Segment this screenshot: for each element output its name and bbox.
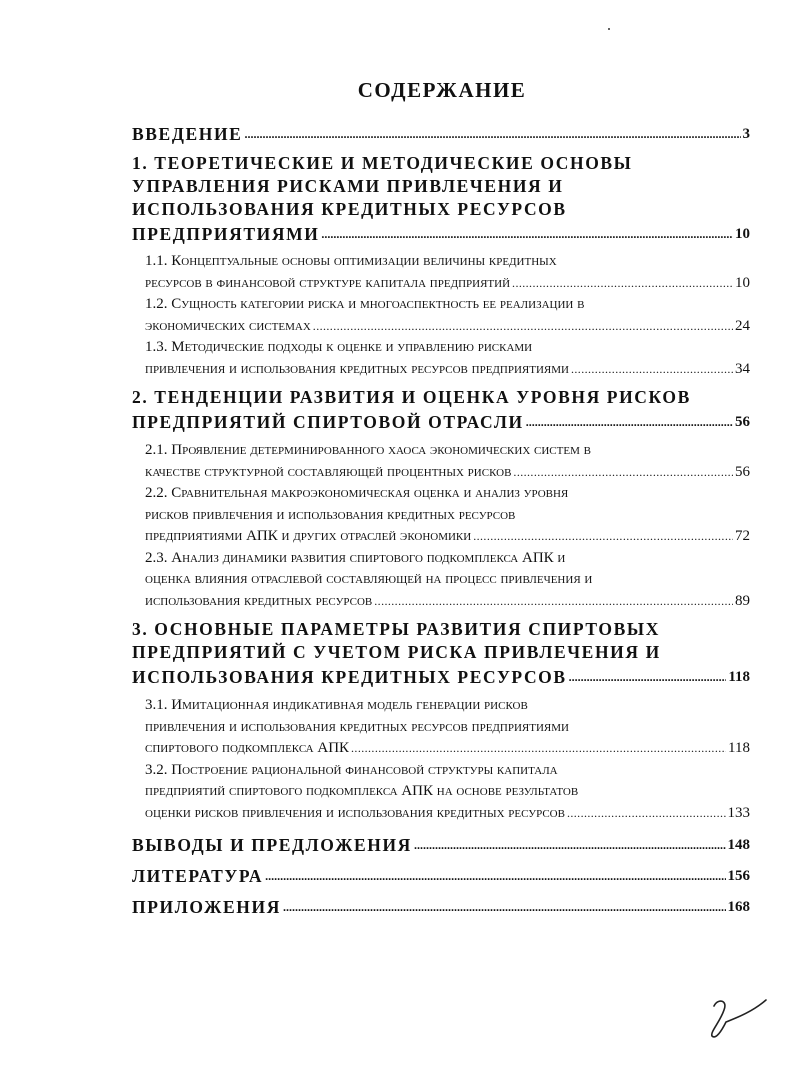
- page-number: 168: [727, 899, 750, 915]
- page-number: 156: [727, 868, 750, 884]
- toc-entry-chapter-3[interactable]: [132, 618, 750, 689]
- entry-title-last-line: спиртового подкомплекса АПК: [145, 740, 350, 756]
- page-title: СОДЕРЖАНИЕ: [357, 78, 527, 102]
- scan-speck: [608, 28, 610, 30]
- page-number: 118: [728, 740, 750, 756]
- page-number: 10: [735, 226, 750, 242]
- toc-entry-section-3-2[interactable]: [145, 760, 750, 825]
- entry-line: 2.2. Сравнительная макроэкономическая оценка и анализ уровня: [145, 485, 569, 501]
- entry-line: ИСПОЛЬЗОВАНИЯ КРЕДИТНЫХ РЕСУРСОВ: [132, 199, 567, 219]
- leader-dots: [526, 409, 733, 434]
- leader-dots: [321, 221, 733, 246]
- entry-line: 1. ТЕОРЕТИЧЕСКИЕ И МЕТОДИЧЕСКИЕ ОСНОВЫ: [132, 153, 633, 173]
- leader-dots: [283, 894, 726, 919]
- page-number: 56: [735, 463, 750, 480]
- toc-entry-section-3-1[interactable]: [145, 695, 750, 760]
- page-number: 89: [735, 592, 750, 609]
- page-number: 118: [728, 669, 750, 685]
- toc-entry-introduction[interactable]: [132, 121, 750, 146]
- table-of-contents: [132, 121, 750, 919]
- page-number: 56: [735, 414, 750, 430]
- toc-entry-section-2-1[interactable]: [145, 440, 750, 483]
- page-number: 3: [742, 126, 750, 142]
- leader-dots: [351, 738, 726, 760]
- entry-line: предприятий спиртового подкомплекса АПК на основе результатов: [145, 783, 579, 799]
- leader-dots: [473, 526, 733, 548]
- entry-title-last-line: использования кредитных ресурсов: [145, 592, 373, 609]
- toc-entry-appendices[interactable]: [132, 894, 750, 919]
- entry-line: 3.1. Имитационная индикативная модель генерации рисков: [145, 697, 528, 713]
- leader-dots: [571, 359, 733, 381]
- toc-entry-section-2-3[interactable]: [145, 548, 750, 613]
- entry-title-last-line: качестве структурной составляющей процентных рисков: [145, 463, 512, 480]
- entry-line: привлечения и использования кредитных ресурсов предприятиями: [145, 718, 569, 735]
- entry-line: 2.1. Проявление детерминированного хаоса экономических систем в: [145, 442, 591, 458]
- entry-title-last-line: ПРЕДПРИЯТИЯМИ: [132, 224, 320, 244]
- entry-title-last-line: оценки рисков привлечения и использования кредитных ресурсов: [145, 804, 565, 821]
- page-number: 24: [735, 317, 750, 334]
- entry-line: 2.3. Анализ динамики развития спиртового подкомплекса АПК и: [145, 549, 566, 566]
- leader-dots: [265, 863, 725, 888]
- leader-dots: [374, 591, 733, 613]
- entry-title-last-line: ресурсов в финансовой структуре капитала предприятий: [145, 274, 511, 291]
- page-number: 133: [727, 804, 750, 821]
- entry-title: ВВЕДЕНИЕ: [132, 124, 243, 144]
- leader-dots: [313, 316, 733, 338]
- page-number: 34: [735, 360, 750, 377]
- entry-line: 3. ОСНОВНЫЕ ПАРАМЕТРЫ РАЗВИТИЯ СПИРТОВЫХ: [132, 619, 660, 639]
- toc-entry-section-1-3[interactable]: [145, 337, 750, 380]
- entry-title-last-line: предприятиями АПК и других отраслей экономики: [145, 528, 472, 544]
- page-number: 72: [735, 528, 750, 544]
- toc-entry-literature[interactable]: [132, 863, 750, 888]
- entry-title-last-line: ПРЕДПРИЯТИЙ СПИРТОВОЙ ОТРАСЛИ: [132, 412, 524, 432]
- toc-entry-conclusions[interactable]: [132, 832, 750, 857]
- leader-dots: [513, 462, 733, 484]
- entry-line: УПРАВЛЕНИЯ РИСКАМИ ПРИВЛЕЧЕНИЯ И: [132, 176, 564, 196]
- entry-title-last-line: ИСПОЛЬЗОВАНИЯ КРЕДИТНЫХ РЕСУРСОВ: [132, 667, 567, 687]
- toc-entry-section-2-2[interactable]: [145, 483, 750, 548]
- entry-title: ВЫВОДЫ И ПРЕДЛОЖЕНИЯ: [132, 835, 412, 855]
- entry-line: 3.2. Построение рациональной финансовой структуры капитала: [145, 761, 558, 778]
- entry-line: 1.1. Концептуальные основы оптимизации величины кредитных: [145, 253, 557, 269]
- leader-dots: [414, 832, 726, 857]
- entry-line: оценка влияния отраслевой составляющей на процесс привлечения и: [145, 571, 593, 587]
- leader-dots: [567, 803, 726, 825]
- toc-entry-section-1-1[interactable]: [145, 251, 750, 294]
- entry-line: 1.3. Методические подходы к оценке и управлению рисками: [145, 339, 533, 355]
- toc-entry-chapter-2[interactable]: [132, 386, 750, 434]
- leader-dots: [512, 273, 733, 295]
- entry-title: ПРИЛОЖЕНИЯ: [132, 897, 281, 917]
- toc-entry-chapter-1[interactable]: [132, 152, 750, 246]
- entry-title-last-line: экономических системах: [145, 317, 311, 334]
- entry-title: ЛИТЕРАТУРА: [132, 866, 264, 886]
- page-number: 10: [735, 274, 750, 291]
- entry-line: 2. ТЕНДЕНЦИИ РАЗВИТИЯ И ОЦЕНКА УРОВНЯ РИСКОВ: [132, 387, 691, 407]
- handwritten-signature-mark: [708, 992, 768, 1042]
- entry-line: ПРЕДПРИЯТИЙ С УЧЕТОМ РИСКА ПРИВЛЕЧЕНИЯ И: [132, 642, 661, 662]
- page-number: 148: [727, 837, 750, 853]
- entry-line: 1.2. Сущность категории риска и многоаспектность ее реализации в: [145, 296, 585, 312]
- leader-dots: [569, 664, 727, 689]
- toc-entry-section-1-2[interactable]: [145, 294, 750, 337]
- entry-line: рисков привлечения и использования кредитных ресурсов: [145, 506, 516, 523]
- entry-title-last-line: привлечения и использования кредитных ресурсов предприятиями: [145, 360, 569, 377]
- leader-dots: [244, 121, 740, 146]
